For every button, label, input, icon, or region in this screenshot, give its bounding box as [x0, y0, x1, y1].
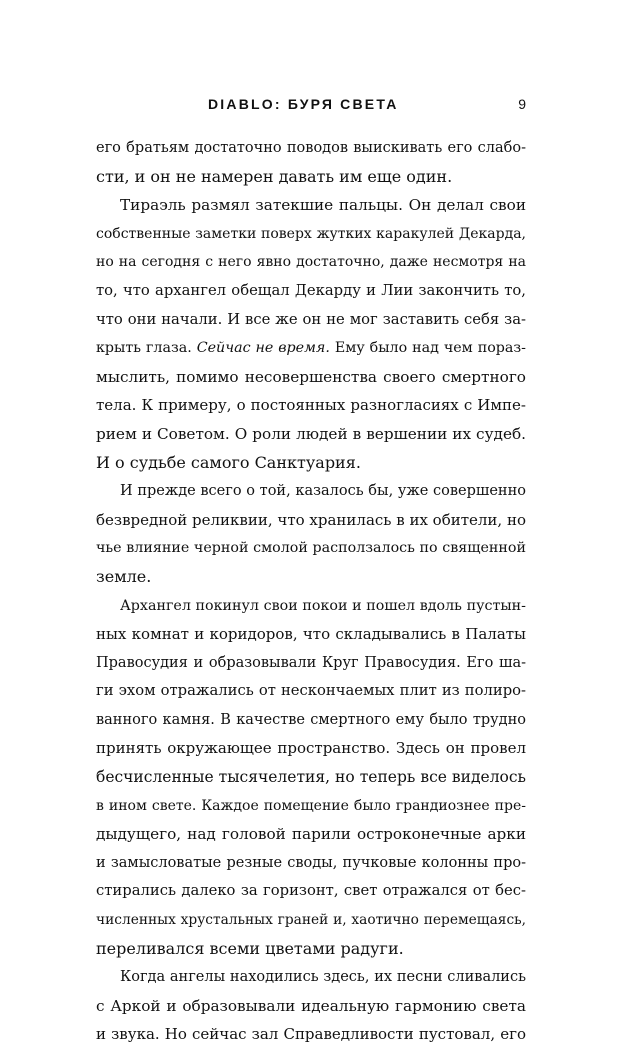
- text-line: переливался всеми цветами радуги.: [96, 938, 404, 958]
- text-segment: крыть глаза.: [96, 340, 197, 357]
- running-head: [96, 96, 526, 120]
- text-line: земле.: [96, 566, 152, 586]
- text-line: рием и Советом. О роли людей в вершении их судеб.: [96, 424, 526, 443]
- text-line: Когда ангелы находились здесь, их песни сливались: [120, 969, 526, 986]
- text-line-with-italic: [96, 334, 526, 363]
- page-number: 9: [518, 96, 526, 112]
- text-line: численных хрустальных граней и, хаотично перемещаясь,: [96, 912, 526, 929]
- text-line: принять окружающее пространство. Здесь он провел: [96, 739, 526, 758]
- text-line: ги эхом отражались от нескончаемых плит из полиро-: [96, 682, 526, 700]
- text-line: и звука. Но сейчас зал Справедливости пустовал, его: [96, 1025, 526, 1044]
- italic-phrase: Сейчас не время.: [196, 340, 330, 357]
- text-line: собственные заметки поверх жутких каракулей Декарда,: [96, 225, 526, 242]
- text-line: ных комнат и коридоров, что складывались в Палаты: [96, 625, 526, 644]
- text-line: то, что архангел обещал Декарду и Лии закончить то,: [96, 281, 526, 299]
- book-page: [96, 96, 526, 1044]
- text-line: И прежде всего о той, казалось бы, уже совершенно: [120, 483, 526, 500]
- text-line: что они начали. И все же он не мог заставить себя за-: [96, 310, 526, 328]
- book-title: DIABLO: БУРЯ СВЕТА: [208, 96, 399, 112]
- text-line: с Аркой и образовывали идеальную гармонию света: [96, 996, 526, 1015]
- text-line: и замысловатые резные своды, пучковые колонны про-: [96, 854, 526, 871]
- text-line: чье влияние черной смолой расползалось по священной: [96, 540, 526, 557]
- text-line: Правосудия и образовывали Круг Правосудия. Его ша-: [96, 654, 526, 671]
- text-line: стирались далеко за горизонт, свет отражался от бес-: [96, 882, 526, 900]
- text-line: но на сегодня с него явно достаточно, даже несмотря на: [96, 254, 526, 271]
- text-line: мыслить, помимо несовершенства своего смертного: [96, 367, 526, 386]
- body-text: [96, 134, 526, 1049]
- text-line: тела. К примеру, о постоянных разногласиях с Импе-: [96, 396, 526, 415]
- text-line: безвредной реликвии, что хранилась в их обители, но: [96, 510, 526, 529]
- text-line: его братьям достаточно поводов выискивать его слабо-: [96, 140, 526, 156]
- text-segment: Ему было над чем пораз-: [329, 340, 526, 357]
- text-line: ванного камня. В качестве смертного ему было трудно: [96, 711, 526, 728]
- text-line: Тираэль размял затекшие пальцы. Он делал свои: [120, 196, 526, 215]
- text-line: сти, и он не намерен давать им еще один.: [96, 166, 453, 186]
- text-line: дыдущего, над головой парили остроконечные арки: [96, 825, 526, 844]
- text-line: Архангел покинул свои покои и пошел вдоль пустын-: [120, 597, 526, 614]
- text-line: И о судьбе самого Санктуария.: [96, 452, 361, 472]
- text-line: бесчисленные тысячелетия, но теперь все виделось: [96, 768, 526, 787]
- text-line: в ином свете. Каждое помещение было грандиознее пре-: [96, 797, 526, 814]
